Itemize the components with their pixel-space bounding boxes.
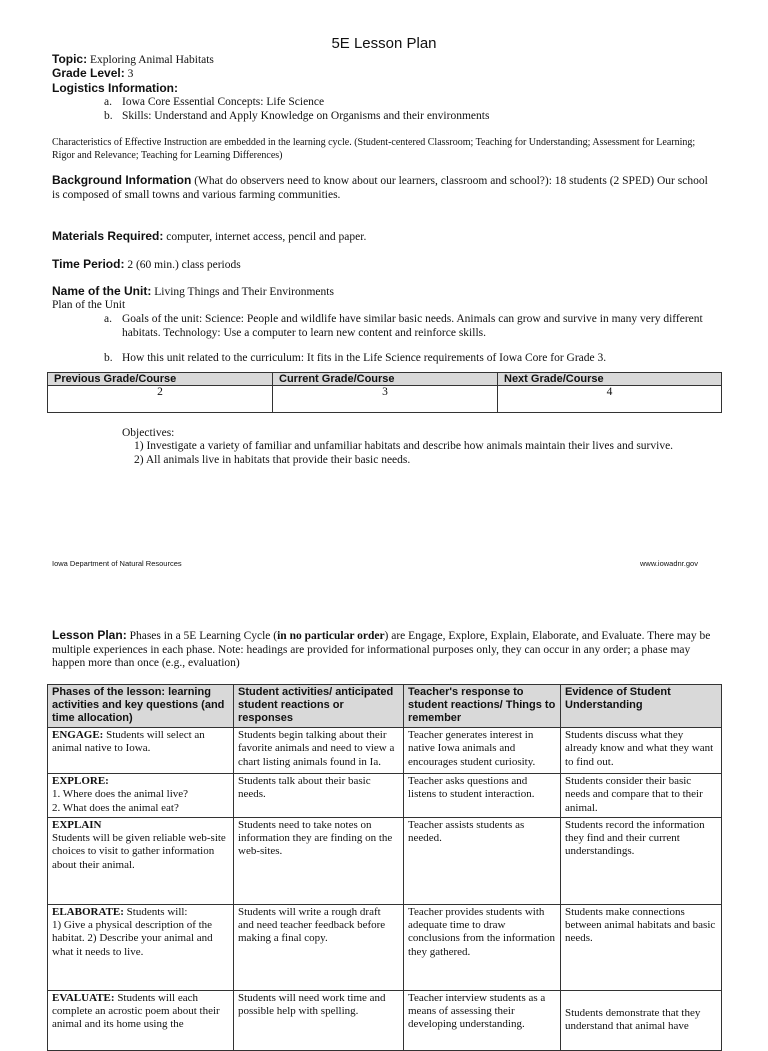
next-grade-value: 4 [498, 386, 722, 413]
lesson-plan-text: Phases in a 5E Learning Cycle ( [126, 630, 278, 642]
materials-label: Materials Required: [52, 229, 164, 243]
evidence-cell: Students consider their basic needs and compare that to their animal. [561, 774, 722, 818]
table-row [48, 774, 722, 818]
table-header-row [48, 373, 722, 386]
grade-level-label: Grade Level: [52, 66, 125, 80]
unit-relation-list [104, 352, 716, 366]
unit-goals-item: a. Goals of the unit: Science: People and wildlife have similar basic needs. Animals can grow and survive in many very different habitats. Technology: Use a computer to learn new content and reinforce skills. [104, 313, 703, 339]
table-row [48, 817, 722, 904]
objective-item: 1) Investigate a variety of familiar and unfamiliar habitats and describe how animals maintain their lives and survive. [134, 440, 674, 452]
table-row [48, 728, 722, 774]
logistics-item: b. Skills: Understand and Apply Knowledge on Organisms and their environments [104, 109, 490, 122]
phase-cell: EXPLAIN Students will be given reliable web-site choices to visit to gather information about their animal. [48, 817, 234, 904]
current-grade-header: Current Grade/Course [273, 373, 498, 386]
materials-line [52, 230, 366, 245]
plan-of-unit-label: Plan of the Unit [52, 299, 126, 311]
footer-right: www.iowadnr.gov [640, 559, 698, 568]
table-row [48, 990, 722, 1050]
table-row [48, 386, 722, 413]
background-label: Background Information [52, 173, 192, 187]
time-period-value: 2 (60 min.) class periods [124, 259, 241, 271]
logistics-label: Logistics Information: [52, 81, 178, 95]
student-cell: Students begin talking about their favorite animals and need to view a chart listing animals found in Ia. [234, 728, 404, 774]
unit-name-value: Living Things and Their Environments [151, 286, 334, 298]
teacher-cell: Teacher generates interest in native Iowa animals and encourages student curiosity. [404, 728, 561, 774]
lesson-plan-text-rest: ) are Engage, Explore, Explain, Elaborate, and Evaluate. There may be multiple experiences in each phase. Note: headings are provided for informational purposes only, they can occur in any order; a phase may happen more than once (e.g., evaluation) [52, 630, 711, 669]
next-grade-header: Next Grade/Course [498, 373, 722, 386]
table-header-row [48, 685, 722, 728]
current-grade-value: 3 [273, 386, 498, 413]
lesson-plan-label: Lesson Plan: [52, 628, 127, 642]
grade-level-line [52, 67, 133, 82]
phase-cell: EXPLORE: 1. Where does the animal live? 2. What does the animal eat? [48, 774, 234, 818]
characteristics-text: Characteristics of Effective Instruction are embedded in the learning cycle. (Student-centered Classroom; Teaching for Understanding; Assessment for Learning; Rigor and Relevance; Teaching for Learning Differences) [52, 137, 696, 161]
evidence-cell: Students record the information they find and their current understandings. [561, 817, 722, 904]
unit-relation-item: b. How this unit related to the curriculum: It fits in the Life Science requirements of Iowa Core for Grade 3. [104, 352, 607, 364]
grade-course-table [47, 372, 722, 413]
phase-cell: ELABORATE: Students will: 1) Give a physical description of the habitat. 2) Describe your animal and what it needs to live. [48, 904, 234, 990]
background-text: (What do observers need to know about our learners, classroom and school?): 18 students (2 SPED) Our school is composed of small towns and various farming communities. [52, 175, 708, 201]
unit-name-label: Name of the Unit: [52, 284, 152, 298]
lesson-plan-bold-text: in no particular order [277, 630, 385, 642]
logistics-list [104, 96, 714, 123]
lesson-phases-table [47, 684, 722, 1051]
materials-value: computer, internet access, pencil and paper. [163, 231, 367, 243]
objectives-label: Objectives: [122, 427, 175, 439]
grade-level-value: 3 [127, 68, 134, 80]
teacher-response-header: Teacher's response to student reactions/ Things to remember [404, 685, 561, 728]
topic-value: Exploring Animal Habitats [89, 54, 214, 66]
lesson-plan-paragraph [52, 629, 716, 671]
phases-header: Phases of the lesson: learning activities and key questions (and time allocation) [48, 685, 234, 728]
student-cell: Students talk about their basic needs. [234, 774, 404, 818]
phase-cell: EVALUATE: Students will each complete an acrostic poem about their animal and its home using the [48, 990, 234, 1050]
background-paragraph [52, 174, 712, 202]
student-activities-header: Student activities/ anticipated student reactions or responses [234, 685, 404, 728]
time-period-line [52, 258, 241, 273]
unit-goals-list [104, 313, 716, 340]
student-cell: Students will need work time and possible help with spelling. [234, 990, 404, 1050]
topic-label: Topic: [52, 52, 88, 66]
teacher-cell: Teacher assists students as needed. [404, 817, 561, 904]
teacher-cell: Teacher asks questions and listens to student interaction. [404, 774, 561, 818]
evidence-cell: Students demonstrate that they understand that animal have [561, 990, 722, 1050]
previous-grade-value: 2 [48, 386, 273, 413]
evidence-cell: Students discuss what they already know and what they want to find out. [561, 728, 722, 774]
previous-grade-header: Previous Grade/Course [48, 373, 273, 386]
evidence-cell: Students make connections between animal habitats and basic needs. [561, 904, 722, 990]
teacher-cell: Teacher provides students with adequate time to draw conclusions from the information they gathered. [404, 904, 561, 990]
teacher-cell: Teacher interview students as a means of assessing their developing understanding. [404, 990, 561, 1050]
time-period-label: Time Period: [52, 257, 125, 271]
student-cell: Students will write a rough draft and need teacher feedback before making a final copy. [234, 904, 404, 990]
logistics-item: a. Iowa Core Essential Concepts: Life Science [104, 96, 325, 108]
evidence-header: Evidence of Student Understanding [561, 685, 722, 728]
table-row [48, 904, 722, 990]
unit-name-line [52, 285, 334, 300]
page-title: 5E Lesson Plan [331, 35, 437, 52]
footer-left: Iowa Department of Natural Resources [52, 559, 182, 568]
objective-item: 2) All animals live in habitats that provide their basic needs. [134, 454, 411, 466]
phase-cell: ENGAGE: Students will select an animal native to Iowa. [48, 728, 234, 774]
student-cell: Students need to take notes on information they are finding on the web-sites. [234, 817, 404, 904]
